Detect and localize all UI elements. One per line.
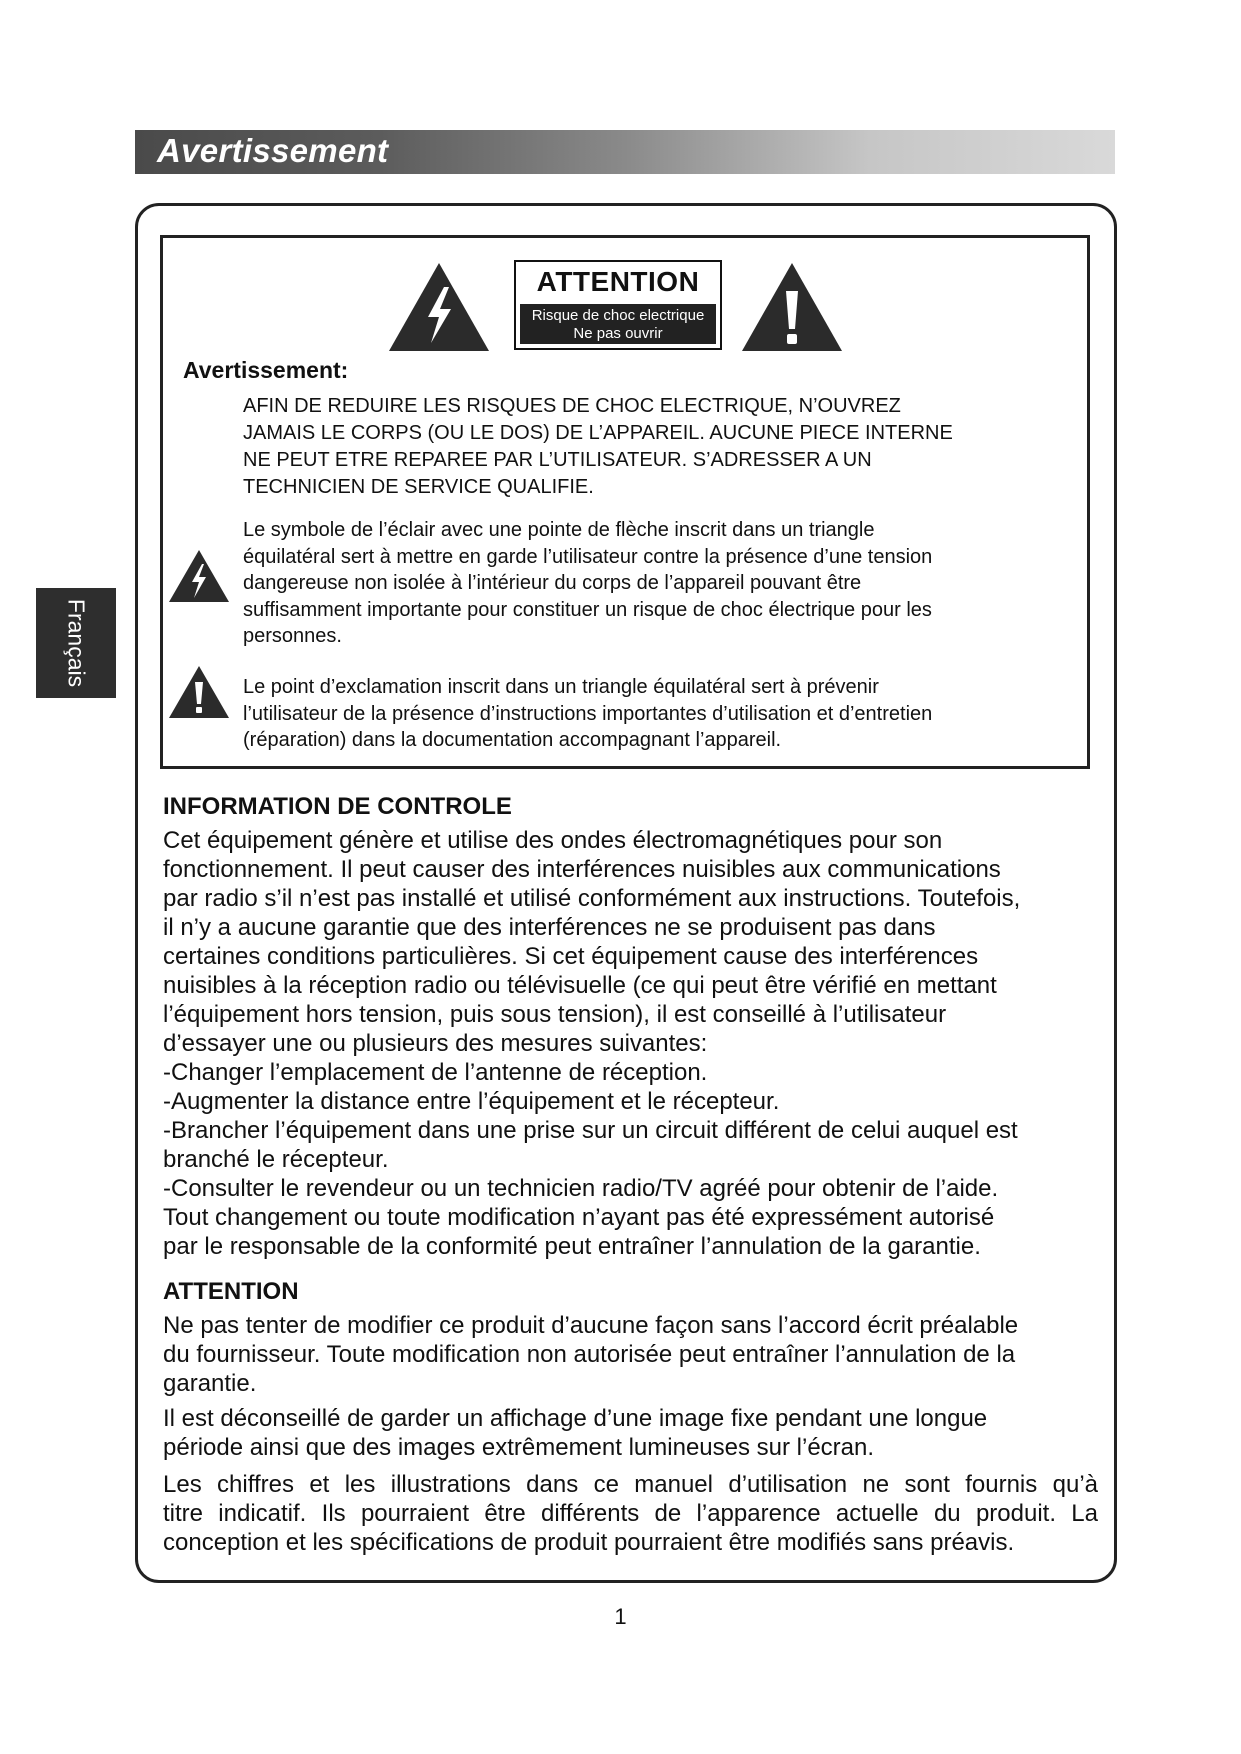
text-line: TECHNICIEN DE SERVICE QUALIFIE. (243, 476, 594, 498)
text-line: branché le récepteur. (163, 1146, 389, 1173)
warning-caps-text (243, 393, 1083, 501)
page-number: 1 (614, 1604, 627, 1629)
text-line: suffisamment importante pour constituer un risque de choc électrique pour les (243, 598, 932, 621)
attention-paragraph-1 (163, 1311, 1098, 1398)
attention-label-line1: Risque de choc electrique (531, 307, 705, 324)
attention-heading: ATTENTION (163, 1278, 299, 1305)
text-line: Tout changement ou toute modification n’ayant pas été expressément autorisé (163, 1204, 995, 1231)
text-line: -Changer l’emplacement de l’antenne de réception. (163, 1059, 708, 1086)
text-line: (réparation) dans la documentation accompagnant l’appareil. (243, 729, 782, 751)
attention-label-line2: Ne pas ouvrir (573, 325, 663, 342)
text-line: du fournisseur. Toute modification non autorisée peut entraîner l’annulation de la (163, 1341, 1016, 1368)
exclamation-symbol-paragraph (243, 674, 1083, 754)
text-line: période ainsi que des images extrêmement lumineuses sur l’écran. (163, 1434, 875, 1461)
text-line: par le responsable de la conformité peut entraîner l’annulation de la garantie. (163, 1233, 981, 1260)
section-title: Avertissement (157, 132, 389, 169)
text-line: JAMAIS LE CORPS (OU LE DOS) DE L’APPAREIL. AUCUNE PIECE INTERNE (243, 422, 953, 444)
language-tab-label: Français (63, 598, 90, 688)
attention-paragraph-3 (163, 1470, 1098, 1557)
text-line: -Brancher l’équipement dans une prise sur un circuit différent de celui auquel est (163, 1117, 1018, 1144)
attention-label-title: ATTENTION (536, 266, 700, 297)
text-line: NE PEUT ETRE REPAREE PAR L’UTILISATEUR. S’ADRESSER A UN (243, 449, 872, 471)
text-line: AFIN DE REDUIRE LES RISQUES DE CHOC ELECTRIQUE, N’OUVREZ (243, 395, 901, 417)
attention-paragraph-2 (163, 1404, 1098, 1462)
attention-label (514, 260, 722, 350)
text-line: personnes. (243, 625, 342, 647)
text-line: Le symbole de l’éclair avec une pointe de flèche inscrit dans un triangle (243, 519, 875, 541)
exclamation-triangle-small-icon (167, 664, 231, 720)
text-line: l’utilisateur de la présence d’instructions importantes d’utilisation et d’entretien (243, 702, 933, 725)
warning-heading: Avertissement: (183, 357, 349, 383)
text-line: Ne pas tenter de modifier ce produit d’aucune façon sans l’accord écrit préalable (163, 1312, 1019, 1339)
text-line: Il est déconseillé de garder un affichage d’une image fixe pendant une longue (163, 1405, 988, 1432)
text-line: titre indicatif. Ils pourraient être différents de l’apparence actuelle du produit. La (163, 1500, 1098, 1527)
text-line: -Augmenter la distance entre l’équipement et le récepteur. (163, 1088, 780, 1115)
text-line: dangereuse non isolée à l’intérieur du corps de l’appareil pouvant être (243, 572, 862, 594)
text-line: conception et les spécifications de produit pourraient être modifiés sans préavis. (163, 1529, 1015, 1556)
text-line: -Consulter le revendeur ou un technicien radio/TV agréé pour obtenir de l’aide. (163, 1175, 999, 1202)
text-line: l’équipement hors tension, puis sous tension), il est conseillé à l’utilisateur (163, 1001, 947, 1028)
section-header-bar (135, 130, 1115, 174)
language-tab (36, 588, 116, 698)
attention-label-subtitle (520, 304, 716, 344)
text-line: d’essayer une ou plusieurs des mesures suivantes: (163, 1030, 708, 1057)
text-line: nuisibles à la réception radio ou télévisuelle (ce qui peut être vérifié en mettant (163, 972, 997, 999)
text-line: Cet équipement génère et utilise des ondes électromagnétiques pour son (163, 827, 943, 854)
text-line: Le point d’exclamation inscrit dans un triangle équilatéral sert à prévenir (243, 676, 879, 698)
text-line: Les chiffres et les illustrations dans ce manuel d’utilisation ne sont fournis qu’à (163, 1471, 1098, 1498)
lightning-triangle-small-icon (167, 548, 231, 604)
text-line: garantie. (163, 1370, 257, 1397)
text-line: équilatéral sert à mettre en garde l’utilisateur contre la présence d’une tension (243, 545, 933, 568)
lightning-symbol-paragraph (243, 517, 1083, 650)
exclamation-triangle-icon (740, 261, 844, 353)
control-info-text (163, 826, 1098, 1261)
text-line: certaines conditions particulières. Si cet équipement cause des interférences (163, 943, 979, 970)
control-info-heading: INFORMATION DE CONTROLE (163, 793, 512, 820)
text-line: par radio s’il n’est pas installé et utilisé conformément aux instructions. Toutefois, (163, 885, 1021, 912)
text-line: fonctionnement. Il peut causer des interférences nuisibles aux communications (163, 856, 1001, 883)
lightning-triangle-icon (387, 261, 491, 353)
text-line: il n’y a aucune garantie que des interférences ne se produisent pas dans (163, 914, 936, 941)
